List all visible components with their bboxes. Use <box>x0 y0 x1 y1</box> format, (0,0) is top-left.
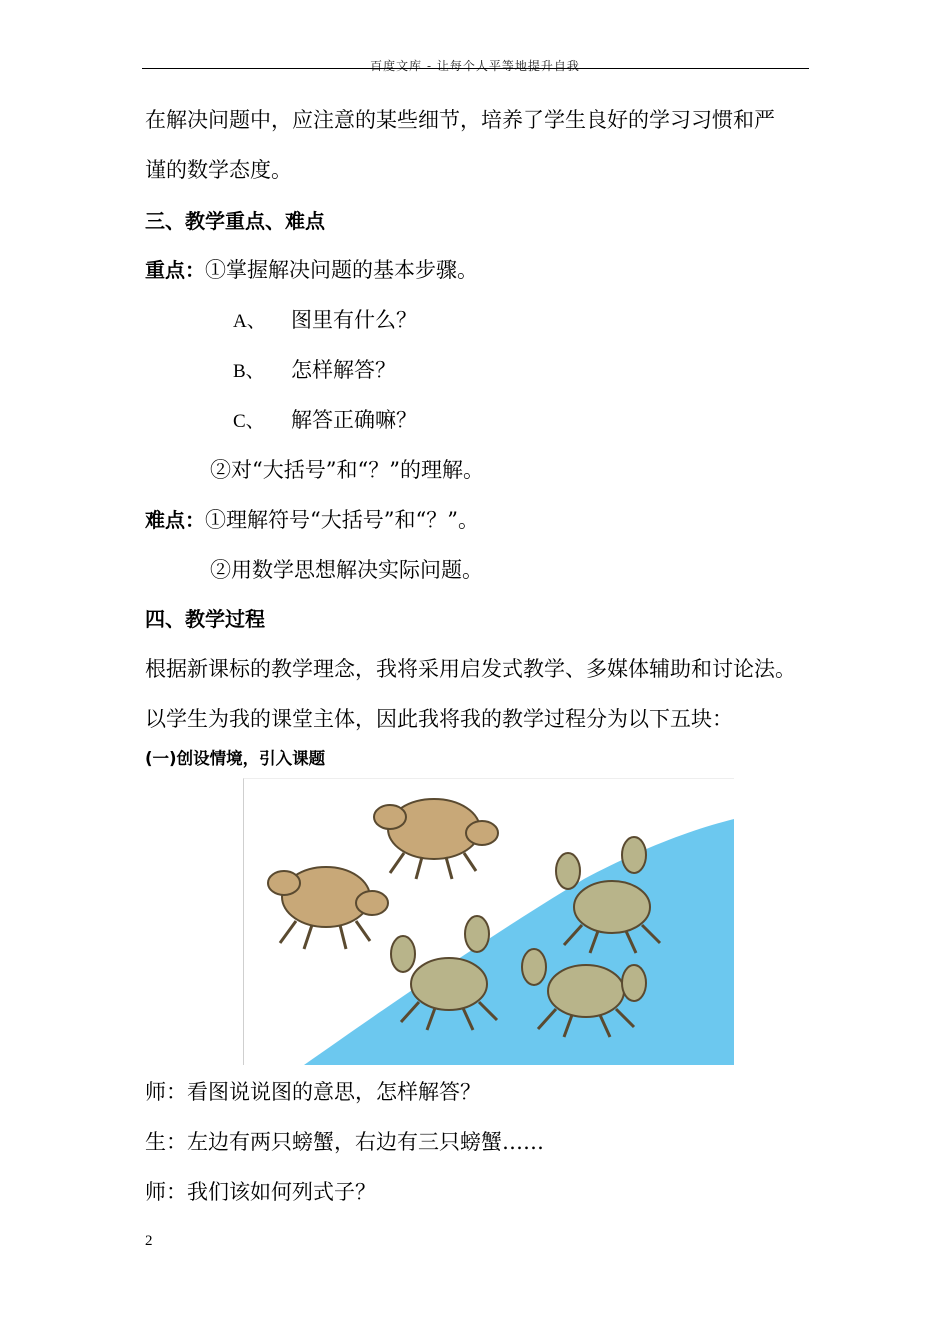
key-point-1: ①掌握解决问题的基本步骤。 <box>205 258 478 282</box>
step-a <box>233 307 417 335</box>
step-b-letter: B、 <box>233 361 265 382</box>
dialogue-line-1: 师：看图说说图的意思，怎样解答？ <box>145 1080 481 1104</box>
section-4-title: 四、教学过程 <box>145 607 265 631</box>
water-area <box>304 819 734 1065</box>
step-b <box>233 357 396 385</box>
section-4-subtitle: (一)创设情境，引入课题 <box>145 749 326 768</box>
difficulty-label: 难点： <box>145 508 205 532</box>
crab-1 <box>268 867 388 949</box>
step-c-letter: C、 <box>233 411 265 432</box>
key-points-label: 重点： <box>145 258 205 282</box>
key-point-2: ②对“大括号”和“？”的理解。 <box>210 458 484 482</box>
paragraph-1: 在解决问题中，应注意的某些细节，培养了学生良好的学习习惯和严 <box>145 108 775 132</box>
crab-illustration <box>243 778 734 1065</box>
crab-2 <box>374 799 498 879</box>
step-c <box>233 407 417 435</box>
section-3-title: 三、教学重点、难点 <box>145 209 325 233</box>
dialogue-line-3: 师：我们该如何列式子？ <box>145 1180 376 1204</box>
header-rule <box>142 68 809 69</box>
step-a-text: 图里有什么？ <box>291 308 417 332</box>
page-number: 2 <box>145 1233 153 1249</box>
crab-illustration-svg <box>244 779 734 1065</box>
difficulty-line <box>145 507 479 533</box>
difficulty-1: ①理解符号“大括号”和“？”。 <box>205 508 479 532</box>
dialogue-line-2: 生：左边有两只螃蟹，右边有三只螃蟹…… <box>145 1130 544 1154</box>
page-header: 百度文库 - 让每个人平等地提升自我 <box>370 59 580 73</box>
paragraph-2: 谨的数学态度。 <box>145 158 292 182</box>
section-4-paragraph-2: 以学生为我的课堂主体，因此我将我的教学过程分为以下五块： <box>145 707 733 731</box>
step-a-letter: A、 <box>233 311 266 332</box>
step-b-text: 怎样解答？ <box>291 358 396 382</box>
difficulty-2: ②用数学思想解决实际问题。 <box>210 558 483 582</box>
key-points-line <box>145 257 478 283</box>
section-4-paragraph-1: 根据新课标的教学理念，我将采用启发式教学、多媒体辅助和讨论法。 <box>145 657 796 681</box>
step-c-text: 解答正确嘛？ <box>291 408 417 432</box>
